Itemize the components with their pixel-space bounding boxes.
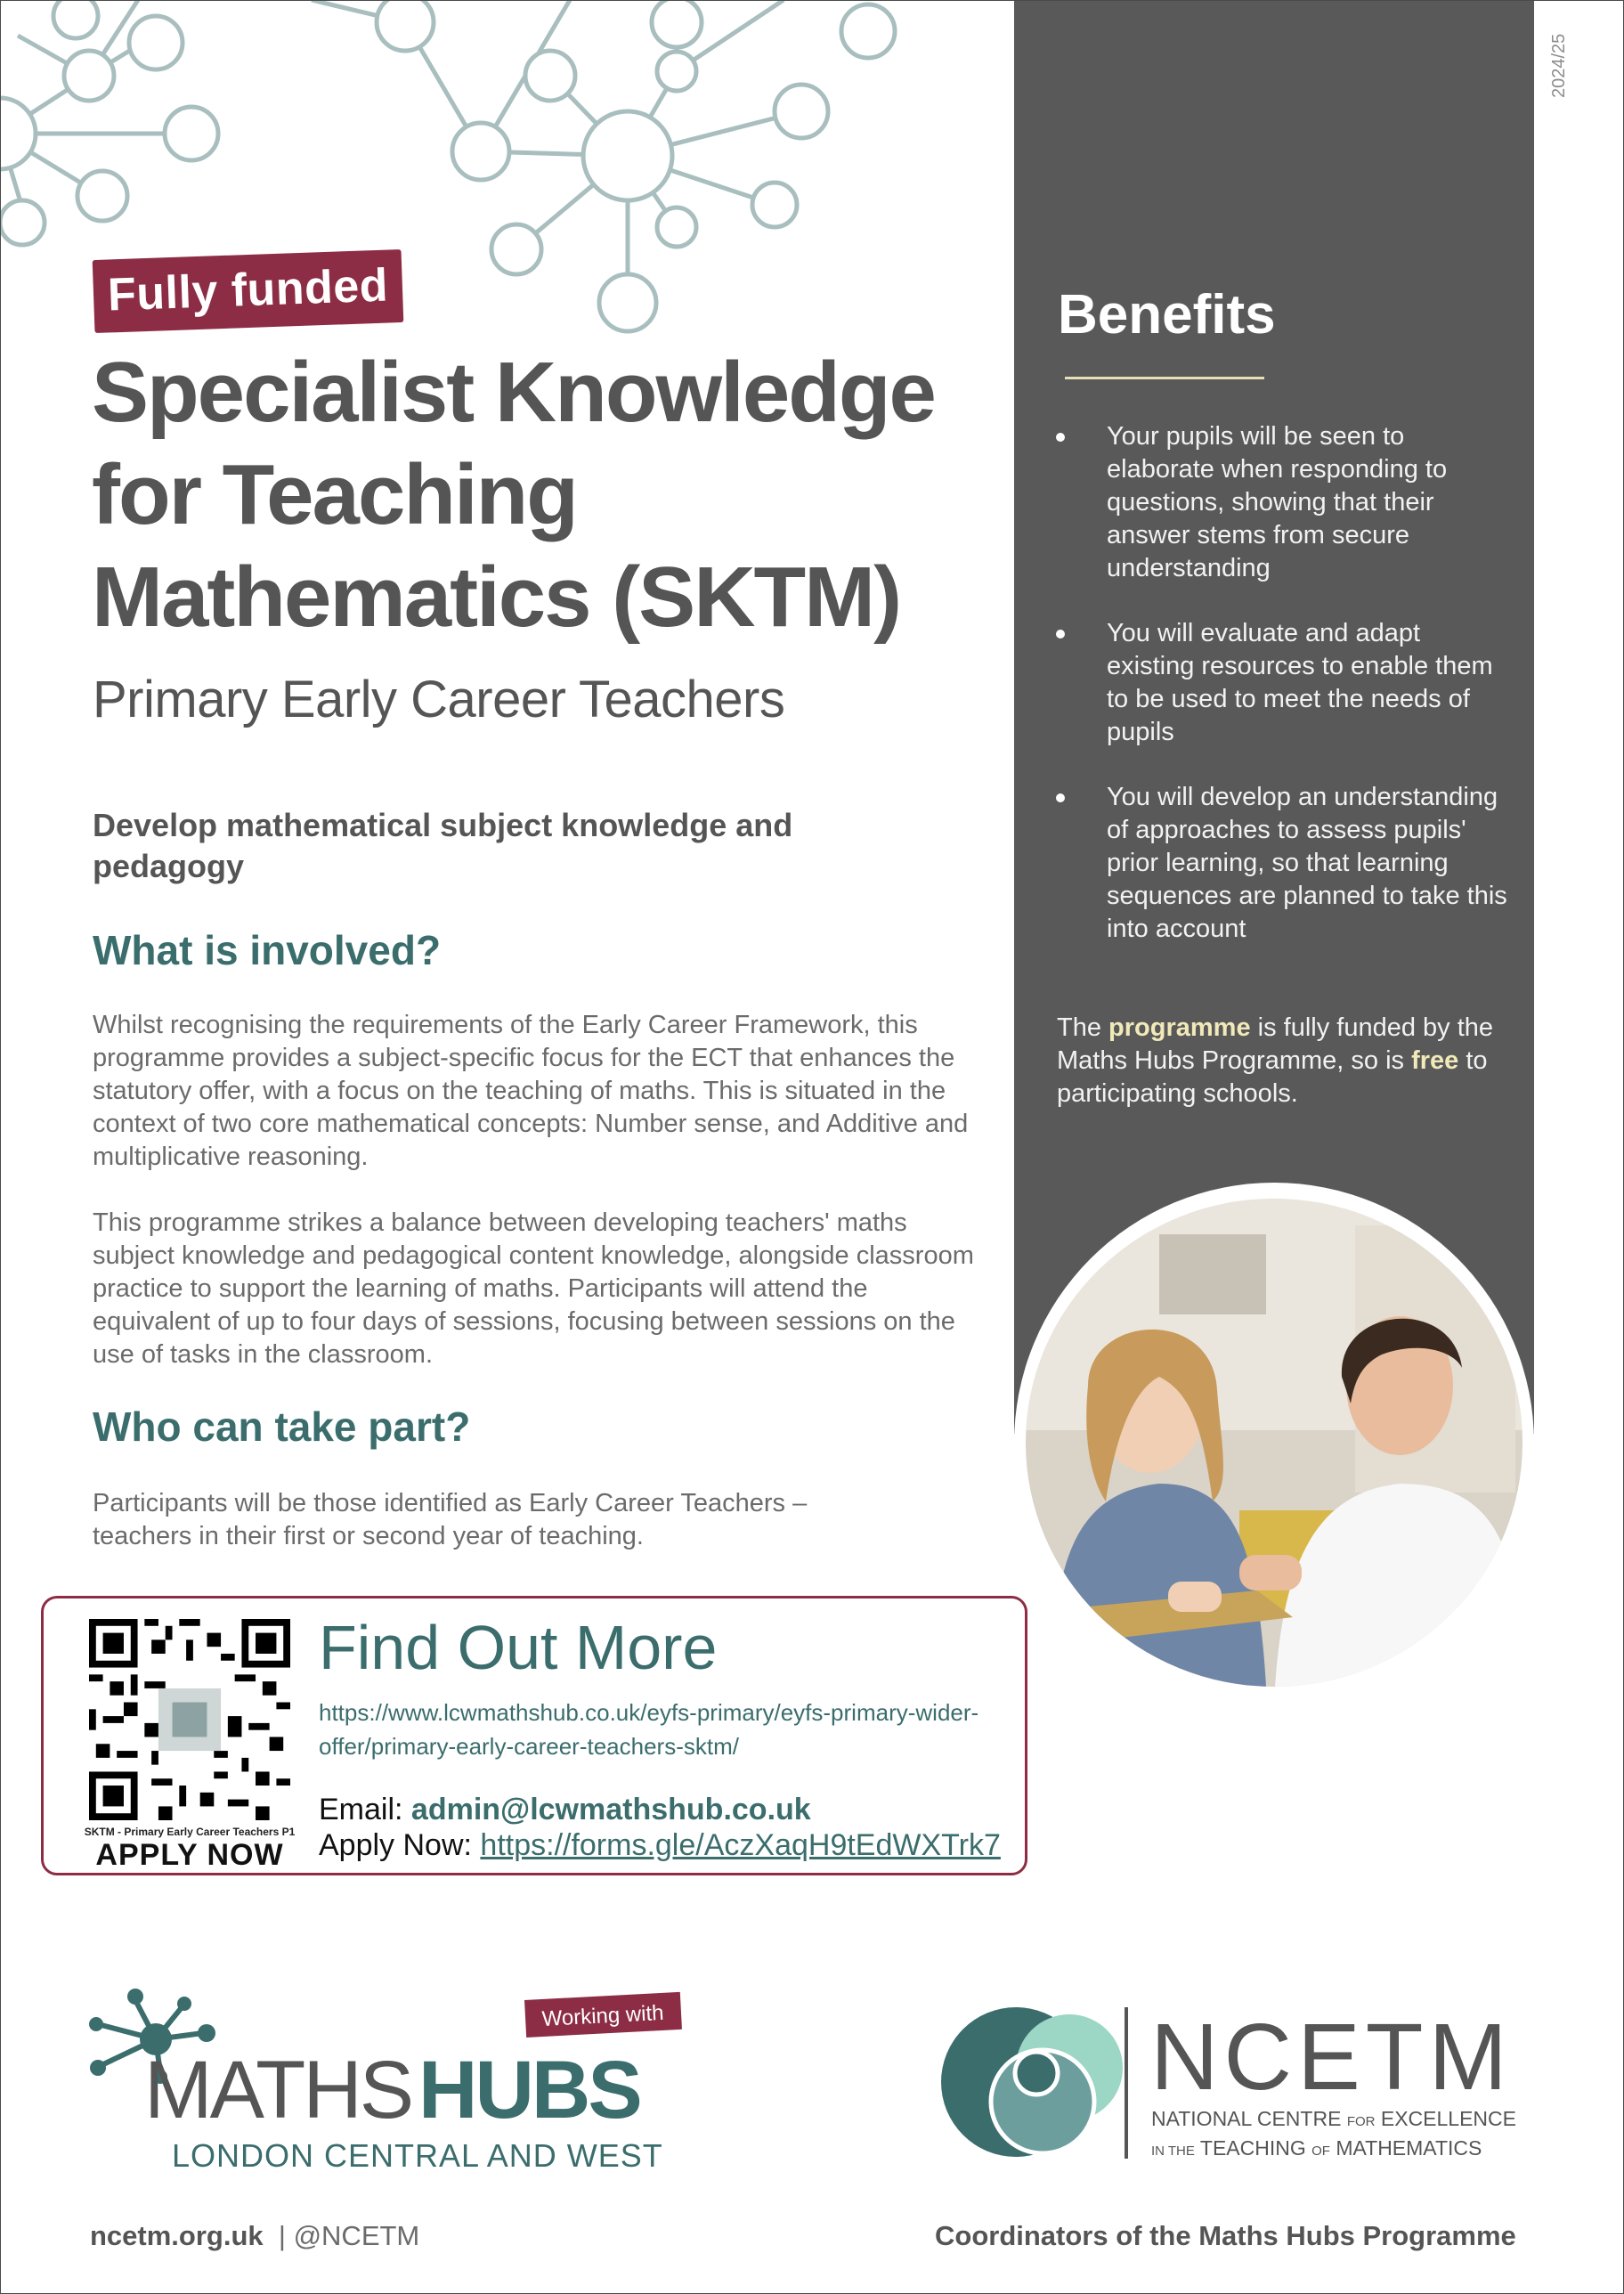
qr-apply-label: APPLY NOW xyxy=(95,1838,284,1872)
email-label: Email: xyxy=(319,1793,411,1826)
benefit-text: You will develop an understanding of approaches to assess pupils' prior learning, so that learning sequences are planned to take this into account xyxy=(1107,783,1507,943)
find-out-more-title: Find Out More xyxy=(319,1613,718,1682)
working-with-label: Working with xyxy=(540,2000,665,2031)
funding-note: The programme is fully funded by the Maths Hubs Programme, so is free to participating schools. xyxy=(1057,1013,1494,1108)
section-heading-who: Who can take part? xyxy=(93,1403,471,1450)
benefits-title: Benefits xyxy=(1058,284,1276,346)
benefit-item xyxy=(1056,781,1510,946)
bullet-icon xyxy=(1056,433,1065,442)
ncetm-wordmark: NCETM xyxy=(1150,2005,1513,2110)
qr-caption: SKTM - Primary Early Career Teachers P1 xyxy=(84,1826,296,1838)
footer-handle[interactable]: @NCETM xyxy=(293,2220,420,2251)
maths-hubs-logo xyxy=(89,1984,694,2180)
ncetm-tagline-line-1: NATIONAL CENTRE FOR EXCELLENCE xyxy=(1151,2107,1516,2130)
page-title xyxy=(92,341,1000,648)
footer-separator: | xyxy=(278,2220,286,2251)
lead-text: Develop mathematical subject knowledge and pedagogy xyxy=(93,807,793,884)
benefit-item xyxy=(1056,617,1510,749)
apply-label: Apply Now: xyxy=(319,1828,481,1862)
email-link[interactable]: admin@lcwmathshub.co.uk xyxy=(410,1793,811,1826)
highlight-free: free xyxy=(1411,1046,1459,1075)
apply-line xyxy=(319,1828,1001,1863)
programme-url-link[interactable]: https://www.lcwmathshub.co.uk/eyfs-primary/eyfs-primary-wider-offer/primary-early-career-teachers-sktm/ xyxy=(319,1699,979,1760)
qr-code-icon[interactable] xyxy=(89,1619,290,1820)
benefit-text: Your pupils will be seen to elaborate when responding to questions, showing that their answer stems from secure understanding xyxy=(1107,422,1448,582)
section-heading-involved: What is involved? xyxy=(93,927,442,973)
bullet-icon xyxy=(1056,630,1065,639)
benefits-divider xyxy=(1065,377,1264,379)
footer-site-link[interactable]: ncetm.org.uk xyxy=(90,2220,264,2251)
title-line-2: for Teaching xyxy=(92,447,577,542)
highlight-programme: programme xyxy=(1108,1013,1251,1042)
title-line-3: Mathematics (SKTM) xyxy=(92,549,901,645)
benefit-text: You will evaluate and adapt existing resources to enable them to be used to meet the needs of pupils xyxy=(1107,619,1493,746)
apply-now-link[interactable]: https://forms.gle/AczXaqH9tEdWXTrk7 xyxy=(480,1828,1001,1862)
maths-wordmark: MATHS xyxy=(144,2045,412,2135)
teachers-photo xyxy=(1026,1199,1522,1687)
ncetm-logo xyxy=(940,2004,1546,2164)
fully-funded-badge: Fully funded xyxy=(93,249,404,333)
benefits-list xyxy=(1056,420,1510,978)
footer-coordinators: Coordinators of the Maths Hubs Programme xyxy=(935,2220,1516,2251)
hubs-wordmark: HUBS xyxy=(418,2045,640,2135)
involved-paragraph-1: Whilst recognising the requirements of the Early Career Framework, this programme provides a subject-specific focus for the ECT that enhances the statutory offer, with a focus on the teaching of maths. This is situated in the context of two core mathematical concepts: Number sense, and Additive and multiplicative reasoning. xyxy=(93,1011,969,1171)
year-label: 2024/25 xyxy=(1549,33,1569,98)
email-line xyxy=(319,1793,811,1827)
region-label: LONDON CENTRAL AND WEST xyxy=(172,2137,663,2174)
benefit-item xyxy=(1056,420,1510,585)
title-line-1: Specialist Knowledge xyxy=(92,345,935,440)
footer-contact xyxy=(90,2220,419,2252)
page-subtitle: Primary Early Career Teachers xyxy=(93,671,785,728)
involved-paragraph-2: This programme strikes a balance between developing teachers' maths subject knowledge and pedagogical content knowledge, alongside classroom practice to support the learning of maths. Participants will attend the equivalent of up to four days of sessions, focusing between sessions on the use of tasks in the classroom. xyxy=(93,1208,974,1369)
ncetm-tagline-line-2: IN THE TEACHING OF MATHEMATICS xyxy=(1151,2136,1482,2160)
bullet-icon xyxy=(1056,793,1065,802)
who-paragraph: Participants will be those identified as Early Career Teachers – teachers in their first or second year of teaching. xyxy=(93,1489,808,1550)
